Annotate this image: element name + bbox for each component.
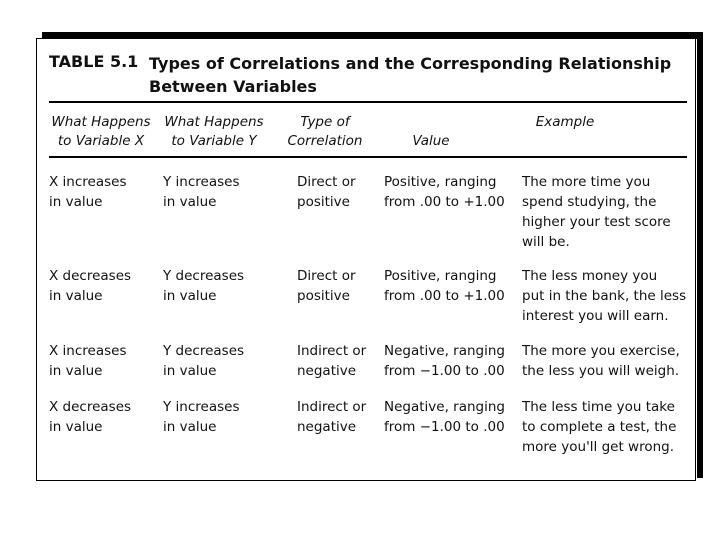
table-cell: X increases in value <box>49 343 127 379</box>
table-label: TABLE 5.1 <box>49 52 139 71</box>
table-cell: Direct or positive <box>297 268 356 304</box>
frame-shadow-right <box>697 32 703 478</box>
table-cell: X decreases in value <box>49 268 132 304</box>
column-header: Type of Correlation <box>287 114 363 149</box>
table-cell: Positive, ranging from .00 to +1.00 <box>384 268 505 304</box>
table-cell: Indirect or negative <box>297 399 367 435</box>
column-header: What Happens to Variable X <box>51 114 151 149</box>
table-cell: Y decreases in value <box>163 343 245 379</box>
table-panel <box>36 38 696 481</box>
table-cell: The more time you spend studying, the higher your test score will be. <box>522 174 671 250</box>
table-cell: The less money you put in the bank, the less interest you will earn. <box>522 268 687 324</box>
table-cell: Y decreases in value <box>163 268 245 304</box>
table-cell: The less time you take to complete a test, the more you'll get wrong. <box>522 399 677 455</box>
column-header: Example <box>535 114 595 130</box>
table-cell: Positive, ranging from .00 to +1.00 <box>384 174 505 210</box>
table-title: Types of Correlations and the Corresponding Relationship Between Variables <box>149 54 672 96</box>
column-header: What Happens to Variable Y <box>164 114 264 149</box>
header-divider <box>49 156 687 158</box>
title-divider <box>49 101 687 103</box>
table-cell: Y increases in value <box>163 174 240 210</box>
table-cell: Negative, ranging from −1.00 to .00 <box>384 343 505 379</box>
table-cell: The more you exercise, the less you will weigh. <box>522 343 680 379</box>
table-cell: X increases in value <box>49 174 127 210</box>
table-cell: Negative, ranging from −1.00 to .00 <box>384 399 505 435</box>
table-cell: Indirect or negative <box>297 343 367 379</box>
table-cell: Y increases in value <box>163 399 240 435</box>
table-cell: Direct or positive <box>297 174 356 210</box>
table-cell: X decreases in value <box>49 399 132 435</box>
column-header: Value <box>412 133 450 149</box>
